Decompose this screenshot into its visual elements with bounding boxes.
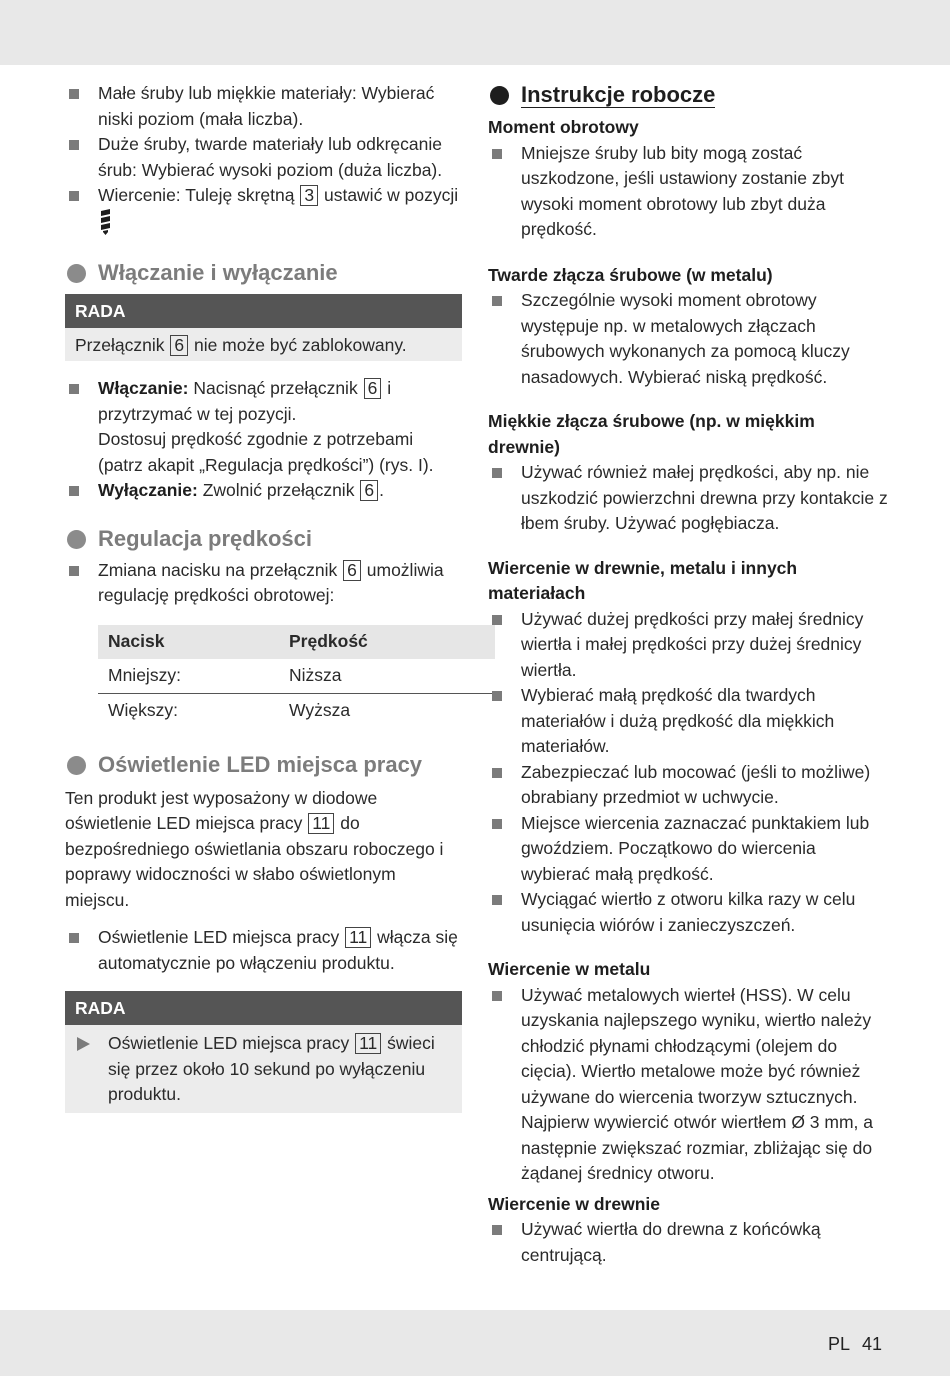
led-list bbox=[65, 925, 462, 976]
off-text-post: . bbox=[379, 480, 384, 500]
off-text-pre: Zwolnić przełącznik bbox=[202, 480, 355, 500]
list-item: Miejsce wiercenia zaznaczać punktakiem lub gwoździem. Początkowo do wiercenia wybierać małą prędkość. bbox=[488, 811, 888, 888]
table-cell: Wyższa bbox=[289, 699, 351, 720]
table-header-cell: Prędkość bbox=[279, 625, 495, 659]
list-item-drill bbox=[65, 183, 462, 235]
section-title-led: Oświetlenie LED miejsca pracy bbox=[65, 750, 462, 780]
subheading: Twarde złącza śrubowe (w metalu) bbox=[488, 264, 773, 285]
led-item-post: włącza się automatycznie po włączeniu produktu. bbox=[98, 927, 458, 973]
off-label: Wyłączanie: bbox=[98, 480, 198, 500]
led-item-pre: Oświetlenie LED miejsca pracy bbox=[98, 927, 340, 947]
list-item bbox=[65, 925, 462, 976]
part-number: 11 bbox=[308, 813, 334, 834]
part-number: 6 bbox=[360, 480, 378, 501]
led-para-post: do bezpośredniego oświetlania obszaru roboczego i poprawy widoczności w słabo oświetlonym miejscu. bbox=[65, 813, 444, 910]
tip-box-switch bbox=[65, 294, 462, 362]
switch-list bbox=[65, 376, 462, 504]
subheading: Miękkie złącza śrubowe (np. w miękkim drewnie) bbox=[488, 411, 815, 457]
intro-list bbox=[65, 81, 462, 235]
section-title-speed: Regulacja prędkości bbox=[65, 524, 462, 554]
table-row bbox=[98, 659, 495, 694]
table-cell: Większy: bbox=[108, 699, 178, 720]
tip-list-item bbox=[75, 1031, 452, 1108]
part-number: 6 bbox=[170, 335, 188, 356]
list-item: Używać metalowych wierteł (HSS). W celu uzyskania najlepszego wyniku, wiertło należy chłodzić płynami chłodzącymi (olejem do cięcia). Wiertło metalowe może być również używane do wiercenia tworzyw sztucznych. Najpierw wywiercić otwór wiertłem Ø 3 mm, a następnie zwiększać rozmiar, zbliżając się do żądanej średnicy otworu. bbox=[488, 983, 888, 1187]
page-number: 41 bbox=[861, 1334, 882, 1354]
table-header-row bbox=[98, 625, 495, 659]
list-item: Używać dużej prędkości przy małej średnicy wiertła i małej prędkości przy dużej średnicy wiertła. bbox=[488, 607, 888, 684]
on-note: Dostosuj prędkość zgodnie z potrzebami (patrz akapit „Regulacja prędkości”) (rys. I). bbox=[98, 429, 434, 475]
list-item: Mniejsze śruby lub bity mogą zostać uszkodzone, jeśli ustawiony zostanie zbyt wysoki moment obrotowy lub zbyt duża prędkość. bbox=[488, 141, 888, 243]
metal-list bbox=[488, 983, 888, 1187]
tip-text-post: nie może być zablokowany. bbox=[193, 334, 407, 355]
right-column bbox=[488, 80, 888, 1268]
section-title-instructions bbox=[488, 80, 888, 110]
list-item: Używać wiertła do drewna z końcówką centrującą. bbox=[488, 1217, 888, 1268]
list-item: Duże śruby, twarde materiały lub odkręcanie śrub: Wybierać wysoki poziom (duża liczba). bbox=[65, 132, 462, 183]
table-header-cell: Nacisk bbox=[98, 625, 279, 659]
left-column bbox=[65, 81, 462, 1113]
subheading: Wiercenie w drewnie, metalu i innych materiałach bbox=[488, 557, 798, 603]
subheading: Moment obrotowy bbox=[488, 117, 639, 137]
list-item-on bbox=[65, 376, 462, 478]
speed-list bbox=[65, 558, 462, 609]
page-footer bbox=[816, 1332, 882, 1358]
part-number: 3 bbox=[300, 185, 318, 206]
tip-text-post: świeci się przez około 10 sekund po wyłączeniu produktu. bbox=[108, 1033, 435, 1104]
on-text-pre: Nacisnąć przełącznik bbox=[193, 378, 358, 398]
wood-list bbox=[488, 1217, 888, 1268]
drill-text-mid: ustawić w pozycji bbox=[323, 185, 459, 205]
speed-table bbox=[98, 625, 495, 728]
footer-band bbox=[0, 1310, 950, 1376]
list-item: Używać również małej prędkości, aby np. nie uszkodzić powierzchni drewna przy kontakcie z łbem śruby. Używać pogłębiacza. bbox=[488, 460, 888, 537]
list-item bbox=[65, 558, 462, 609]
led-para-pre: Ten produkt jest wyposażony w diodowe oświetlenie LED miejsca pracy bbox=[65, 787, 378, 833]
list-item: Wyciągać wiertło z otworu kilka razy w celu usunięcia wiórów i zanieczyszczeń. bbox=[488, 887, 888, 938]
speed-text-post: umożliwia regulację prędkości obrotowej: bbox=[98, 559, 444, 605]
part-number: 11 bbox=[355, 1033, 381, 1054]
tip-box-body bbox=[65, 328, 462, 362]
part-number: 6 bbox=[343, 560, 361, 581]
section-title-text: Instrukcje robocze bbox=[521, 82, 716, 107]
drill-text-pre: Wiercenie: Tuleję skrętną bbox=[98, 185, 295, 205]
table-cell: Niższa bbox=[279, 659, 495, 694]
table-cell: Mniejszy: bbox=[98, 659, 279, 694]
on-text-post: i przytrzymać w tej pozycji. bbox=[98, 378, 392, 424]
list-item: Szczególnie wysoki moment obrotowy występuje np. w metalowych złączach śrubowych wykonanych za pomocą kluczy nasadowych. Wybierać niską prędkość. bbox=[488, 288, 888, 390]
tip-list bbox=[75, 1031, 452, 1108]
tip-box-title: RADA bbox=[65, 294, 462, 328]
soft-joints-list bbox=[488, 460, 888, 537]
tip-box-body bbox=[65, 1025, 462, 1113]
table-row bbox=[98, 693, 495, 728]
tip-text-pre: Przełącznik bbox=[75, 334, 165, 355]
language-code: PL bbox=[827, 1334, 850, 1354]
list-item-off bbox=[65, 478, 462, 504]
tip-box-title: RADA bbox=[65, 991, 462, 1025]
torque-list bbox=[488, 141, 888, 243]
led-paragraph bbox=[65, 786, 462, 914]
on-label: Włączanie: bbox=[98, 378, 189, 398]
header-band bbox=[0, 0, 950, 65]
speed-text-pre: Zmiana nacisku na przełącznik bbox=[98, 559, 338, 580]
subheading: Wiercenie w metalu bbox=[488, 959, 651, 979]
section-title-switching: Włączanie i wyłączanie bbox=[65, 258, 462, 288]
part-number: 6 bbox=[364, 378, 382, 399]
drill-mode-icon bbox=[100, 209, 111, 235]
list-item: Zabezpieczać lub mocować (jeśli to możliwe) obrabiany przedmiot w uchwycie. bbox=[488, 760, 888, 811]
part-number: 11 bbox=[345, 927, 371, 948]
tip-text-pre: Oświetlenie LED miejsca pracy bbox=[108, 1033, 350, 1053]
tip-box-led bbox=[65, 991, 462, 1113]
list-item: Wybierać małą prędkość dla twardych materiałów i dużą prędkość dla miękkich materiałów. bbox=[488, 683, 888, 760]
subheading: Wiercenie w drewnie bbox=[488, 1193, 660, 1214]
drilling-list bbox=[488, 607, 888, 939]
list-item: Małe śruby lub miękkie materiały: Wybierać niski poziom (mała liczba). bbox=[65, 81, 462, 132]
hard-joints-list bbox=[488, 288, 888, 390]
